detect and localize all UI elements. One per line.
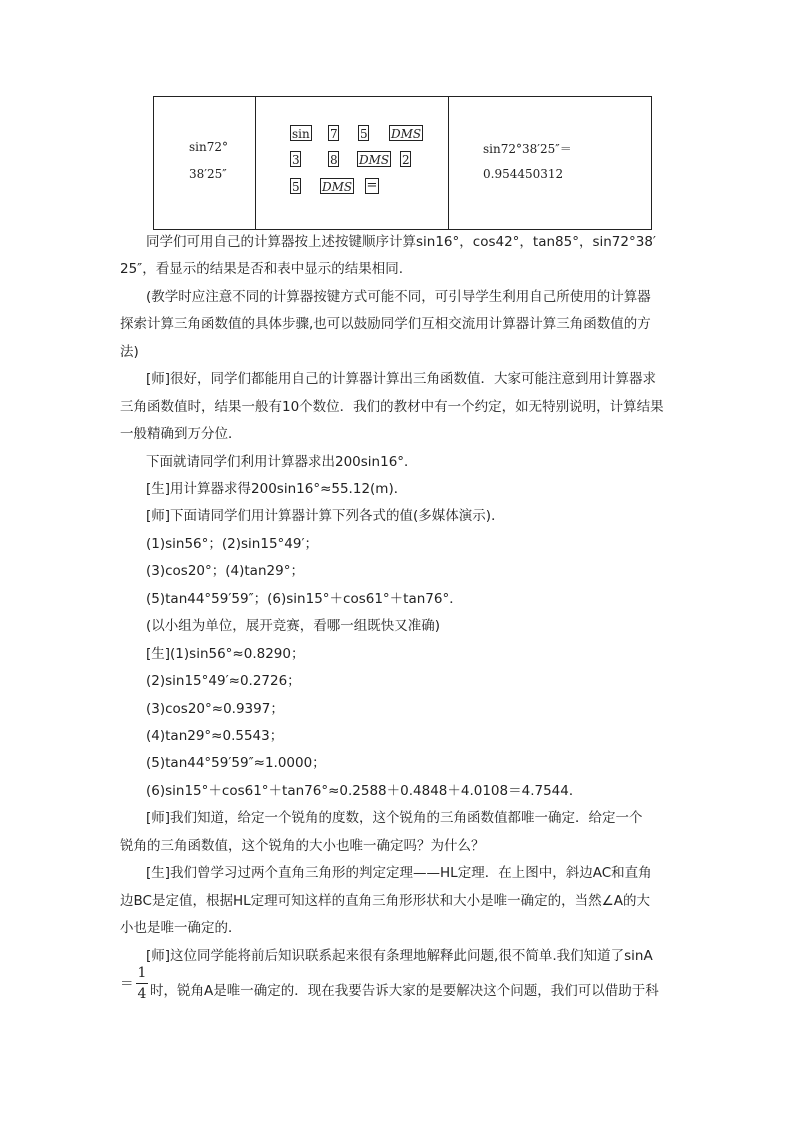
fraction-denominator: 4 <box>137 986 147 1002</box>
fraction-bar <box>136 983 148 984</box>
text-line: [师]很好，同学们都能用自己的计算器计算出三角函数值．大家可能注意到用计算器求 <box>146 371 657 387</box>
key-8: 8 <box>330 153 338 167</box>
text-line: 三角函数值时，结果一般有10个数位．我们的教材中有一个约定，如无特别说明，计算结果 <box>120 399 664 415</box>
text-line: 法) <box>120 344 139 360</box>
fraction-numerator: 1 <box>137 965 147 981</box>
text-line: (4)tan29°≈0.5543； <box>146 728 284 744</box>
text-line: [师]下面请同学们用计算器计算下列各式的值(多媒体演示)． <box>146 508 505 524</box>
text-line: [生]用计算器求得200sin16°≈55.12(m)． <box>146 481 408 497</box>
table-cell-expression <box>154 97 256 229</box>
text-line: [生](1)sin56°≈0.8290； <box>146 646 305 662</box>
text-line: (5)tan44°59′59″≈1.0000； <box>146 755 326 771</box>
key-dms: DMS <box>391 127 422 141</box>
table-cell-result <box>449 97 653 229</box>
text-line: (5)tan44°59′59″；(6)sin15°＋cos61°＋tan76°． <box>146 591 463 607</box>
text-line: (3)cos20°≈0.9397； <box>146 701 284 717</box>
text-line: 锐角的三角函数值，这个锐角的大小也唯一确定吗？为什么？ <box>120 838 485 854</box>
text-line: 边BC是定值，根据HL定理可知这样的直角三角形形状和大小是唯一确定的，当然∠A的大 <box>120 893 650 909</box>
text-line: [师]这位同学能将前后知识联系起来很有条理地解释此问题,很不简单.我们知道了sinA <box>146 948 653 964</box>
text-line: (1)sin56°；(2)sin15°49′； <box>146 536 319 552</box>
text-line: (2)sin15°49′≈0.2726； <box>146 673 301 689</box>
key-3: 3 <box>292 153 300 167</box>
text-line: [生]我们曾学习过两个直角三角形的判定定理——HL定理．在上图中，斜边AC和直角 <box>146 865 652 881</box>
equals-sign: ＝ <box>120 976 134 992</box>
key-7: 7 <box>330 127 338 141</box>
text-line: 时，锐角A是唯一确定的．现在我要告诉大家的是要解决这个问题，我们可以借助于科 <box>150 983 659 999</box>
text-line: [师]我们知道，给定一个锐角的度数，这个锐角的三角函数值都唯一确定．给定一个 <box>146 810 643 826</box>
result-line-2: 0.954450312 <box>483 167 564 181</box>
text-line: 同学们可用自己的计算器按上述按键顺序计算sin16°，cos42°，tan85°，sin72°38′ <box>146 234 656 250</box>
key-dms: DMS <box>359 153 390 167</box>
calculator-table <box>153 96 652 230</box>
key-equals: = <box>366 178 378 193</box>
text-line: (教学时应注意不同的计算器按键方式可能不同，可引导学生利用自己所使用的计算器 <box>146 289 651 305</box>
key-sin: sin <box>292 127 310 141</box>
text-line: 小也是唯一确定的． <box>120 920 242 936</box>
key-5: 5 <box>360 127 368 141</box>
text-line: 下面就请同学们利用计算器求出200sin16°． <box>146 454 418 470</box>
fraction-one-quarter <box>136 964 148 1003</box>
text-line: 探索计算三角函数值的具体步骤,也可以鼓励同学们互相交流用计算器计算三角函数值的方 <box>120 316 651 332</box>
result-line-1: sin72°38′25″＝ <box>483 142 572 156</box>
expression-line-2: 38′25″ <box>189 167 227 181</box>
key-5: 5 <box>292 180 300 194</box>
text-line: (3)cos20°；(4)tan29°； <box>146 563 304 579</box>
key-2: 2 <box>402 153 410 167</box>
text-line: 一般精确到万分位． <box>120 426 242 442</box>
expression-line-1: sin72° <box>189 140 228 154</box>
text-line: 25″，看显示的结果是否和表中显示的结果相同. <box>120 261 404 277</box>
table-cell-keys <box>256 97 449 229</box>
text-line: (6)sin15°＋cos61°＋tan76°≈0.2588＋0.4848＋4.0108＝4.7544． <box>146 783 583 799</box>
key-dms: DMS <box>322 180 353 194</box>
text-line: (以小组为单位，展开竞赛，看哪一组既快又准确) <box>146 618 441 634</box>
